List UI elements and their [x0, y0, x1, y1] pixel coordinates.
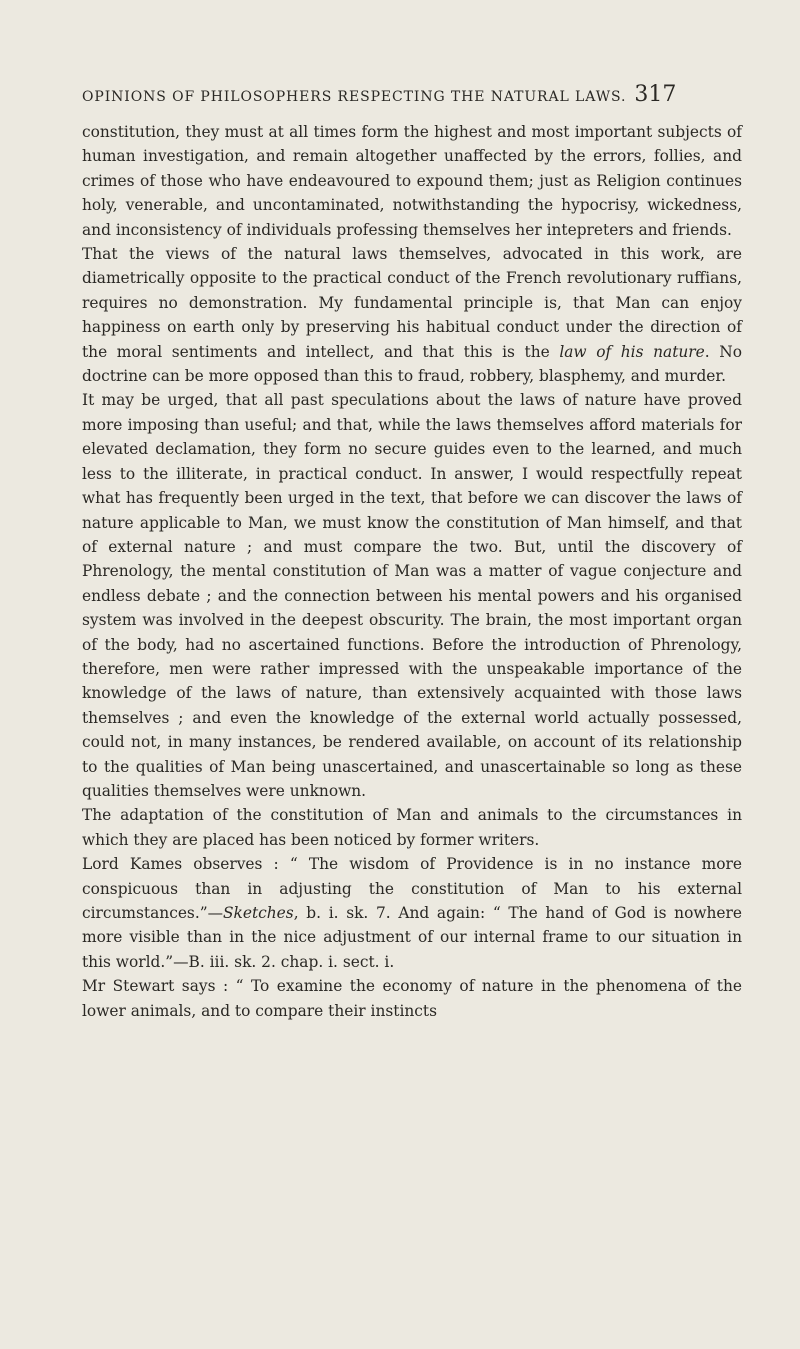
- italic-citation: Sketches: [222, 904, 294, 922]
- text-segment: , b. i. sk. 7. And again: “ The hand of God is nowhere more visible than in the nice adjustment of our internal frame to our situation in this world.”—B. iii. sk. 2. chap. i. sect. i.: [82, 904, 742, 971]
- paragraph: [82, 242, 742, 388]
- body-text: [82, 120, 742, 1023]
- paragraph: [82, 852, 742, 974]
- text-segment: The adaptation of the constitution of Man and animals to the circumstances in which they are placed has been noticed by former writers.: [82, 806, 742, 849]
- text-segment: That the views of the natural laws themselves, advocated in this work, are diametrically opposite to the practical conduct of the French revolutionary ruffians, requires no demonstration. My fundamental principle is, that Man can enjoy happiness on earth only by preserving his habitual conduct under the direction of the moral sentiments and intellect, and that this is the: [82, 245, 742, 361]
- text-segment: It may be urged, that all past speculations about the laws of nature have proved more imposing than useful; and that, while the laws themselves afford materials for elevated declamation, they form no secure guides even to the learned, and much less to the illiterate, in practical conduct. In answer, I would respectfully repeat what has frequently been urged in the text, that before we can discover the laws of nature applicable to Man, we must know the constitution of Man himself, and that of external nature ; and must compare the two. But, until the discovery of Phrenology, the mental constitution of Man was a matter of vague conjecture and endless debate ; and the connection between his mental powers and his organised system was involved in the deepest obscurity. The brain, the most important organ of the body, had no ascertained functions. Before the introduction of Phrenology, therefore, men were rather impressed with the unspeakable importance of the knowledge of the laws of nature, than extensively acquainted with those laws themselves ; and even the knowledge of the external world actually possessed, could not, in many instances, be rendered available, on account of its relationship to the qualities of Man being unascertained, and unascertainable so long as these qualities themselves were unknown.: [82, 391, 742, 800]
- text-segment: . No doctrine can be more opposed than this to fraud, robbery, blasphemy, and murder.: [82, 342, 742, 386]
- page-number: 317: [634, 82, 677, 107]
- paragraph: [82, 120, 742, 242]
- italic-phrase: law of his nature: [559, 342, 705, 361]
- text-segment: constitution, they must at all times form the highest and most important subjects of human investigation, and remain altogether unaffected by the errors, follies, and crimes of those who have endeavoured to expound them; just as Religion continues holy, venerable, and uncontaminated, notwithstanding the hypocrisy, wickedness, and inconsistency of individuals professing themselves her intepreters and friends.: [82, 123, 742, 239]
- paragraph: [82, 974, 742, 1023]
- running-head: [82, 84, 736, 106]
- text-segment: Mr Stewart says : “ To examine the economy of nature in the phenomena of the lower animals, and to compare their instincts: [82, 977, 742, 1020]
- paragraph: [82, 803, 742, 852]
- paragraph: [82, 388, 742, 803]
- text-segment: Lord Kames observes : “ The wisdom of Providence is in no instance more conspicuous than in adjusting the constitution of Man to his external circumstances.”—: [82, 855, 742, 922]
- running-title: OPINIONS OF PHILOSOPHERS RESPECTING THE NATURAL LAWS.: [82, 89, 627, 105]
